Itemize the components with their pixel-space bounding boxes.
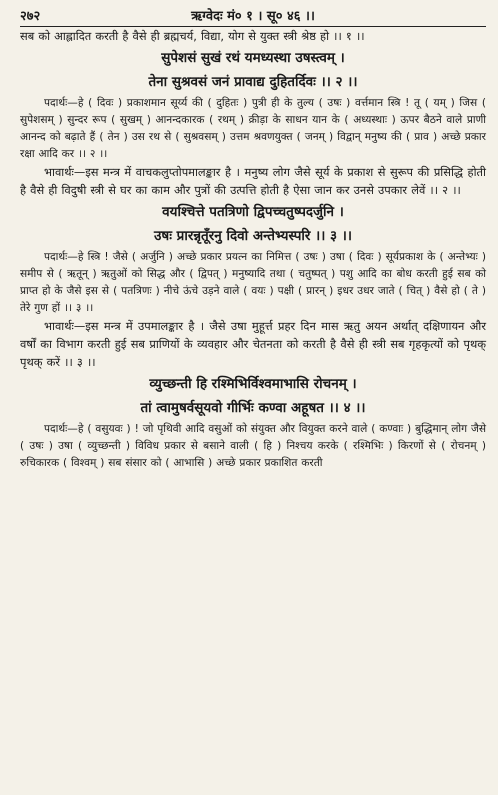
mantra-line: उषः प्रारन्नृतूँरनु दिवो अन्तेभ्यस्परि ।। ३ ।। [154,228,352,244]
running-title: ऋग्वेदः मं० १ । सू० ४६ ।। [191,9,315,24]
text-paragraph: सब को आह्लादित करती है वैसे ही ब्रह्मचर्य, विद्या, योग से युक्त स्त्री श्रेष्ठ हो ।। १ ।। [20,29,365,43]
mantra-line: तेना सुश्रवसं जनं प्रावाद्य दुहितर्दिवः ।। २ ।। [148,74,358,90]
mantra-line: वयश्चित्ते पतत्रिणो द्विपच्चतुष्पदर्जुनि । [162,204,344,220]
text-paragraph: भावार्थः—इस मन्त्र में उपमालङ्कार है । जैसे उषा मुहूर्त्त प्रहर दिन मास ऋतु अयन अर्थात् दक्षिणायन और वर्षों का विभाग करती हुई सब प्राणियों के व्यवहार और चेतनता को करती है वैसे ही स्त्री सब गृहकृत्यों को पृथक् पृथक् करें ।। ३ ।। [20,319,486,369]
mantra-line: तां त्वामुषर्वसूयवो गीर्भिः कण्वा अहूषत ।। ४ ।। [140,400,366,416]
text-paragraph: भावार्थः—इस मन्त्र में वाचकलुप्तोपमालङ्कार है । मनुष्य लोग जैसे सूर्य के प्रकाश से सुरूप की प्रसिद्धि होती है वैसे ही विदुषी स्त्री से घर का काम और पुत्रों की उत्पत्ति होती है ऐसा जान कर उनसे उपकार लेवें ।। २ ।। [20,165,486,197]
text-paragraph: पदार्थः—हे ( दिवः ) प्रकाशमान सूर्य्य की ( दुहितः ) पुत्री ही के तुल्य ( उषः ) वर्त्तमान स्त्रि ! तू ( यम् ) जिस ( सुपेशसम् ) सुन्दर रूप ( सुखम् ) आनन्दकारक ( रथम् ) क्रीड़ा के साधन यान के ( अध्यस्थाः ) ऊपर बैठने वाले प्राणी आनन्द को बढ़ाते हैं ( तेन ) उस रथ से ( सुश्रवसम् ) उत्तम श्रवणयुक्त ( जनम् ) विद्वान् मनुष्य की ( प्राव ) अच्छे प्रकार रक्षा आदि कर ।। २ ।। [20,97,486,160]
page-number: २७२ [20,9,41,24]
page-body [20,27,486,472]
mantra-line: व्युच्छन्ती हि रश्मिभिर्विश्वमाभासि रोचनम् । [149,376,357,392]
page-header [20,6,486,27]
mantra-line: सुपेशसं सुखं रथं यमध्यस्था उषस्त्वम् । [161,50,345,66]
text-paragraph: पदार्थः—हे स्त्रि ! जैसे ( अर्जुनि ) अच्छे प्रकार प्रयत्न का निमित्त ( उषः ) उषा ( दिवः ) सूर्यप्रकाश के ( अन्तेभ्यः ) समीप से ( ऋतून् ) ऋतुओं को सिद्ध और ( द्विपत् ) मनुष्यादि तथा ( चतुष्पत् ) पशु आदि का बोध करती हुई सब को प्राप्त हो के जैसे इस से ( पतत्रिणः ) नीचे ऊंचे उड़ने वाले ( वयः ) पक्षी ( प्रारन् ) इधर उधर जाते ( चित् ) वैसे हो ( ते ) तेरे गुण हों ।। ३ ।। [20,251,486,314]
text-paragraph: पदार्थः—हे ( वसुयवः ) ! जो पृथिवी आदि वसुओं को संयुक्त और वियुक्त करने वाले ( कण्वाः ) बुद्धिमान् लोग जैसे ( उषः ) उषा ( व्युच्छन्ती ) विविध प्रकार से बसाने वाली ( हि ) निश्चय करके ( रश्मिभिः ) किरणों से ( रोचनम् ) रुचिकारक ( विश्वम् ) सब संसार को ( आभासि ) अच्छे प्रकार प्रकाशित करती [20,423,486,469]
